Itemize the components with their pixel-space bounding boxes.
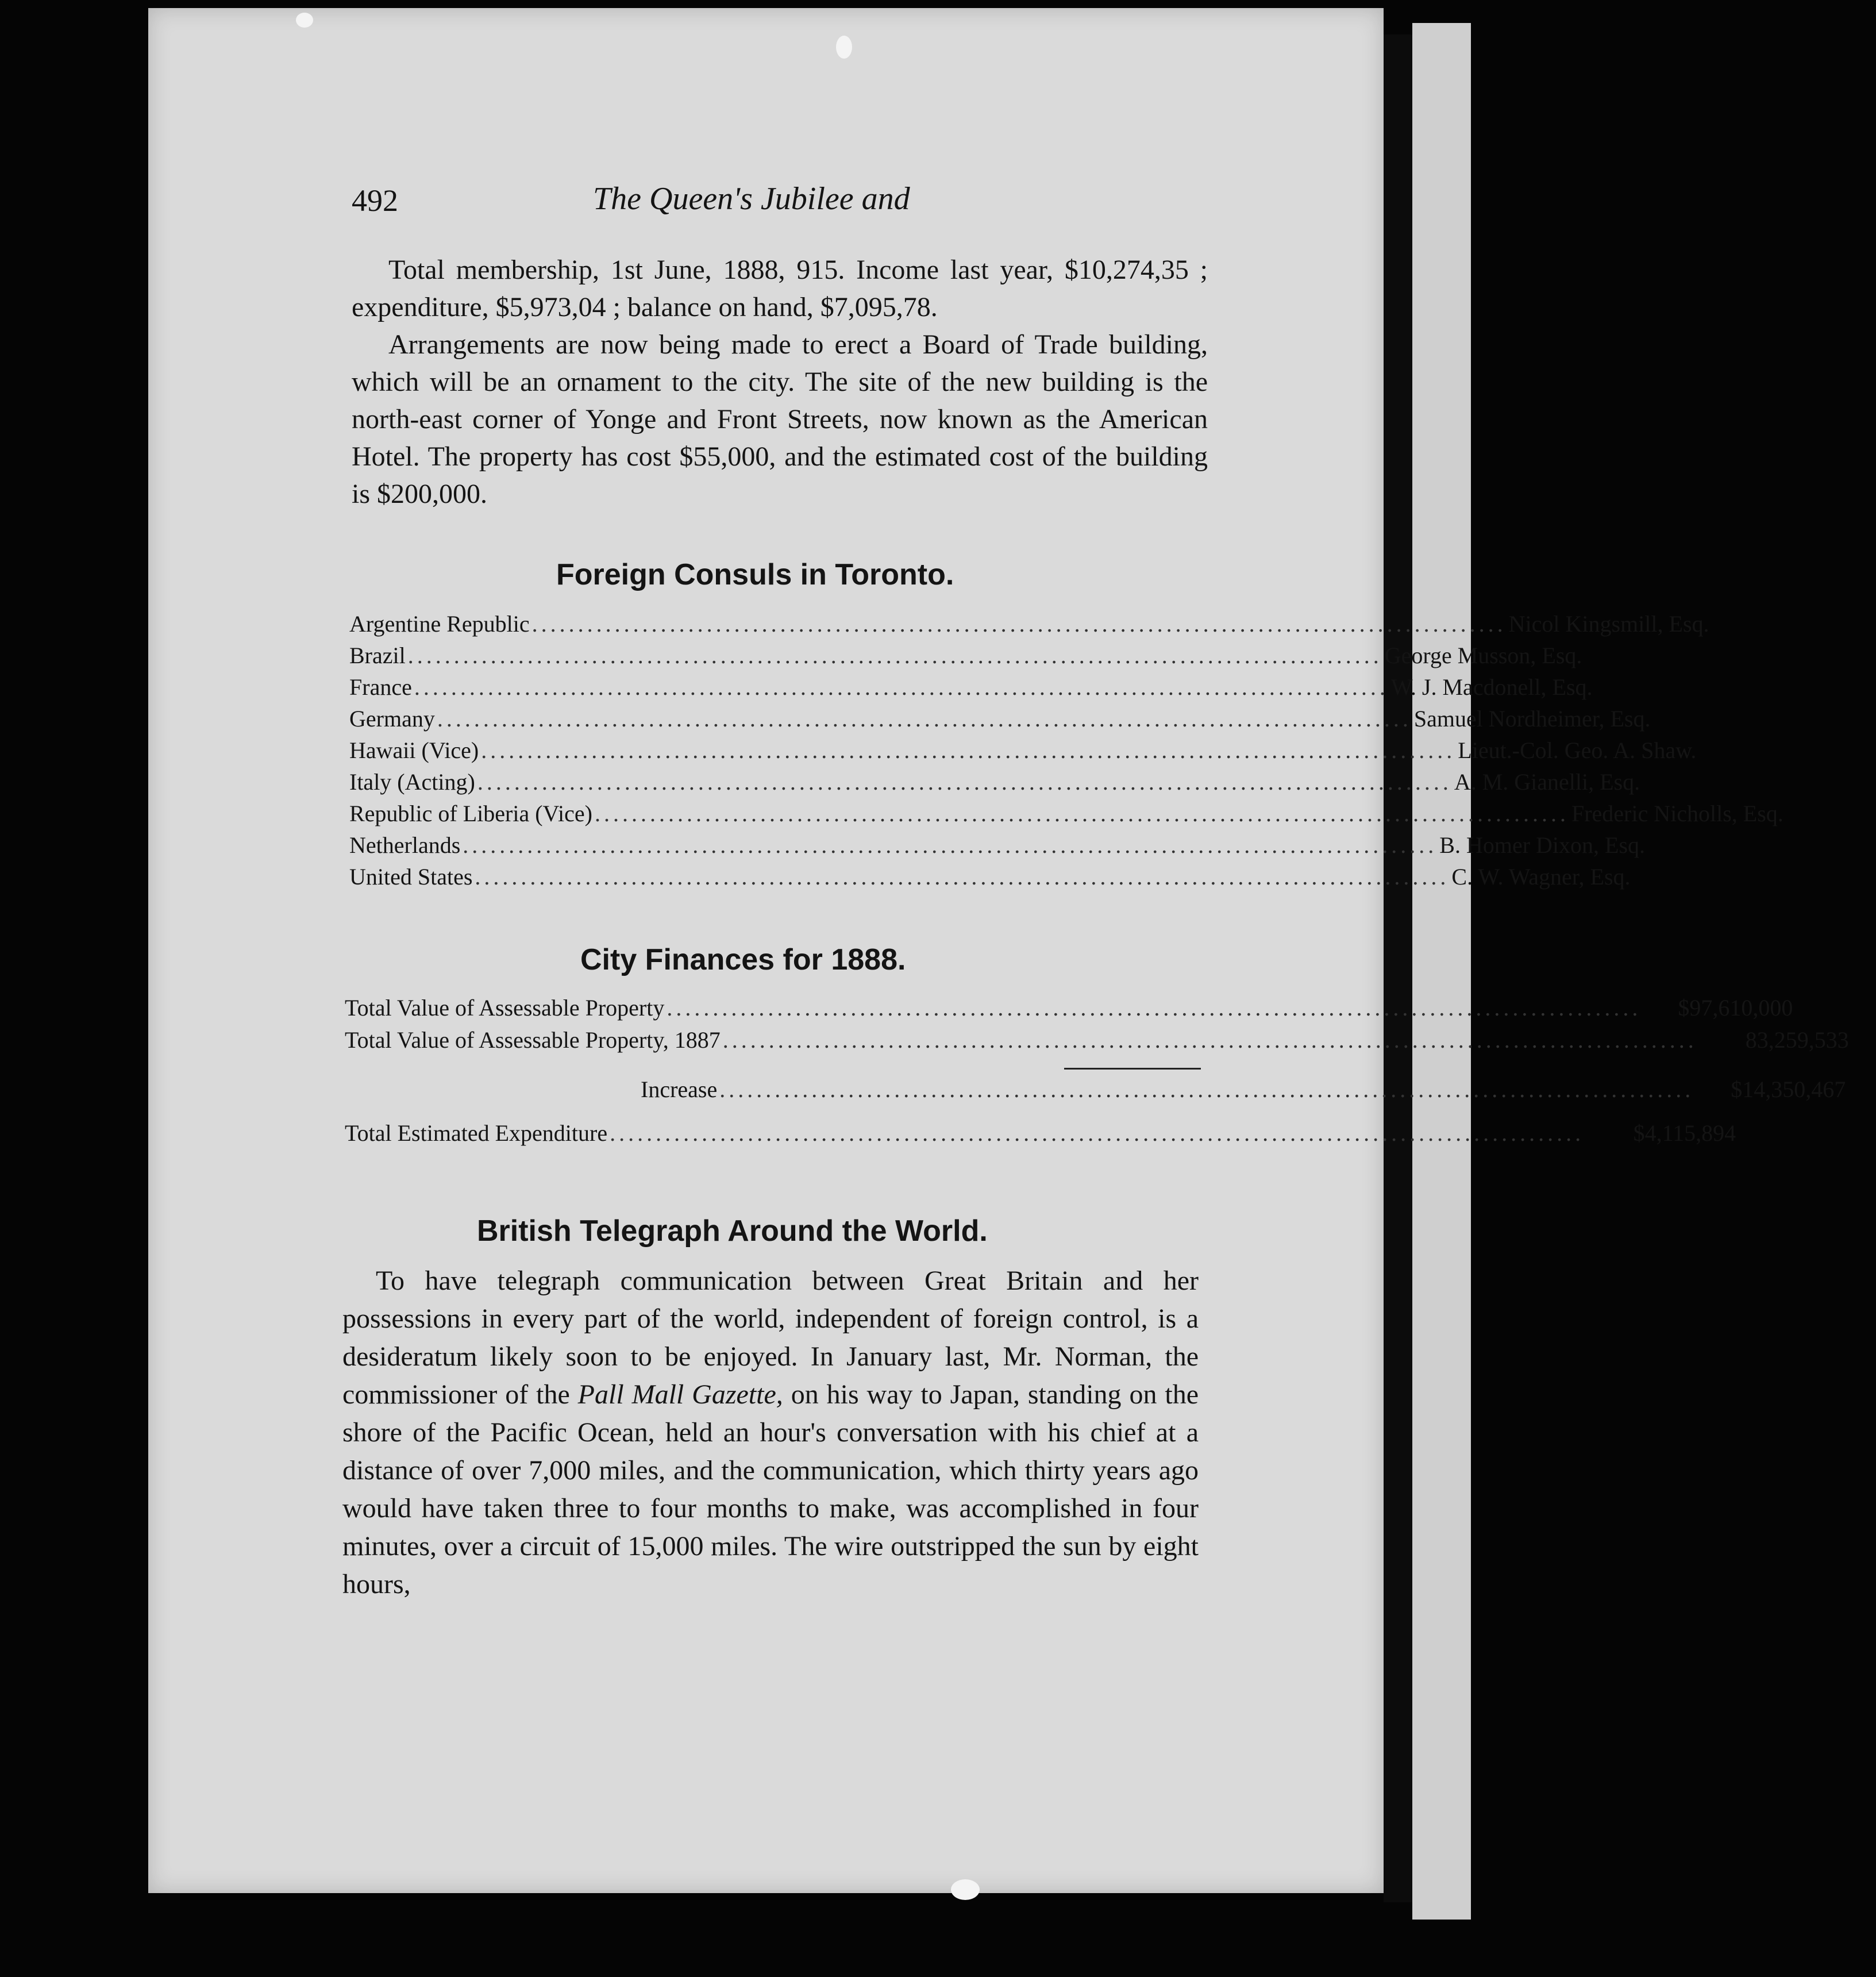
expenditure-label: Total Estimated Expenditure: [345, 1120, 608, 1146]
leader-dots: ..........................................................................................................: [414, 674, 1389, 700]
expenditure-value: $4,115,894: [1633, 1120, 1736, 1146]
running-head: [352, 183, 1208, 229]
leader-dots: ..........................................................................................................: [437, 706, 1412, 732]
consul-name: B. Homer Dixon, Esq.: [1439, 832, 1646, 858]
leader-dots: ..........................................................................................................: [594, 801, 1569, 826]
leader-dots: ..........................................................................................................: [475, 864, 1450, 890]
consul-row: [349, 610, 1709, 642]
leader-dots: ..........................................................................................................: [477, 769, 1452, 795]
consul-list: [349, 610, 1783, 895]
finance-value: 83,259,533: [1745, 1027, 1849, 1053]
consul-name: A. M. Gianelli, Esq.: [1454, 769, 1640, 795]
board-of-trade-paragraph: Arrangements are now being made to erect a Board of Trade building, which will be an ornament to the city. The site of the new building is the north-east corner of Yonge and Front Streets, now known as the American Hotel. The property has cost $55,000, and the estimated cost of the building is $200,000.: [352, 329, 1208, 509]
consul-country: Republic of Liberia (Vice): [349, 801, 592, 826]
leader-dots: ..........................................................................................................: [722, 1027, 1697, 1053]
consul-name: Lieut.-Col. Geo. A. Shaw.: [1458, 737, 1697, 763]
newspaper-title: Pall Mall Gazette,: [577, 1379, 783, 1410]
consul-name: George Musson, Esq.: [1384, 643, 1582, 668]
leader-dots: ..........................................................................................................: [667, 995, 1642, 1021]
finance-value: $97,610,000: [1678, 995, 1793, 1021]
scan-speck: [951, 1879, 980, 1900]
consul-name: Nicol Kingsmill, Esq.: [1508, 611, 1709, 637]
page-number: 492: [352, 183, 398, 218]
finances-table: [345, 994, 1849, 1152]
consul-row: [349, 832, 1646, 863]
consul-name: W. J. Macdonell, Esq.: [1390, 674, 1593, 700]
consul-row: [349, 642, 1582, 674]
consul-row: [349, 768, 1640, 800]
scan-speck: [836, 36, 852, 59]
facing-page-edge: [1412, 23, 1471, 1920]
finance-label: Total Value of Assessable Property: [345, 995, 665, 1021]
membership-paragraph: Total membership, 1st June, 1888, 915. Income last year, $10,274,35 ; expenditure, $5,973,04 ; balance on hand, $7,095,78.: [352, 255, 1208, 322]
consul-country: United States: [349, 864, 473, 890]
consul-row: [349, 737, 1697, 768]
consul-country: Brazil: [349, 643, 406, 668]
telegraph-text-start: To have telegraph communication between Great Britain and her possessions in every part of the world, independent of foreign control, is a desideratum likely soon to be enjoyed. In January last, Mr. Norman, the commissioner of the: [342, 1266, 1199, 1410]
leader-dots: ..........................................................................................................: [610, 1120, 1585, 1146]
scan-speck: [296, 13, 313, 28]
consul-row: [349, 705, 1651, 737]
consul-country: Hawaii (Vice): [349, 737, 479, 763]
consul-row: [349, 674, 1593, 705]
finance-row: [345, 1026, 1849, 1059]
telegraph-text-end: on his way to Japan, standing on the shore of the Pacific Ocean, held an hour's conversation with his chief at a distance of over 7,000 miles, and the communication, which thirty years ago would have taken three to four months to make, was accomplished in four minutes, over a circuit of 15,000 miles. The wire outstripped the sun by eight hours,: [342, 1379, 1199, 1599]
sum-rule: [1064, 1068, 1201, 1070]
leader-dots: ..........................................................................................................: [463, 832, 1438, 858]
increase-label: Increase: [641, 1076, 718, 1102]
finance-row: [345, 994, 1793, 1026]
consul-name: C. W. Wagner, Esq.: [1451, 864, 1631, 890]
leader-dots: ..........................................................................................................: [531, 611, 1507, 637]
leader-dots: ..........................................................................................................: [481, 737, 1456, 763]
telegraph-heading: British Telegraph Around the World.: [477, 1214, 988, 1248]
consul-country: Argentine Republic: [349, 611, 530, 637]
consul-country: Netherlands: [349, 832, 461, 858]
consul-row: [349, 800, 1783, 832]
consuls-heading: Foreign Consuls in Toronto.: [556, 558, 954, 591]
consul-name: Samuel Nordheimer, Esq.: [1413, 706, 1651, 732]
consul-name: Frederic Nicholls, Esq.: [1571, 801, 1783, 826]
finance-label: Total Value of Assessable Property, 1887: [345, 1027, 721, 1053]
leader-dots: ..........................................................................................................: [407, 643, 1382, 668]
expenditure-row: [345, 1120, 1736, 1152]
consul-country: Italy (Acting): [349, 769, 475, 795]
increase-row: [345, 1076, 1846, 1108]
consul-country: France: [349, 674, 412, 700]
consul-country: Germany: [349, 706, 435, 732]
book-spine: [1384, 34, 1412, 1902]
telegraph-paragraph: [342, 1262, 1199, 1603]
finances-heading: City Finances for 1888.: [580, 943, 906, 976]
increase-value: $14,350,467: [1731, 1076, 1846, 1102]
running-title: The Queen's Jubilee and: [593, 181, 910, 217]
consul-row: [349, 863, 1631, 895]
leader-dots: ..........................................................................................................: [719, 1076, 1694, 1102]
